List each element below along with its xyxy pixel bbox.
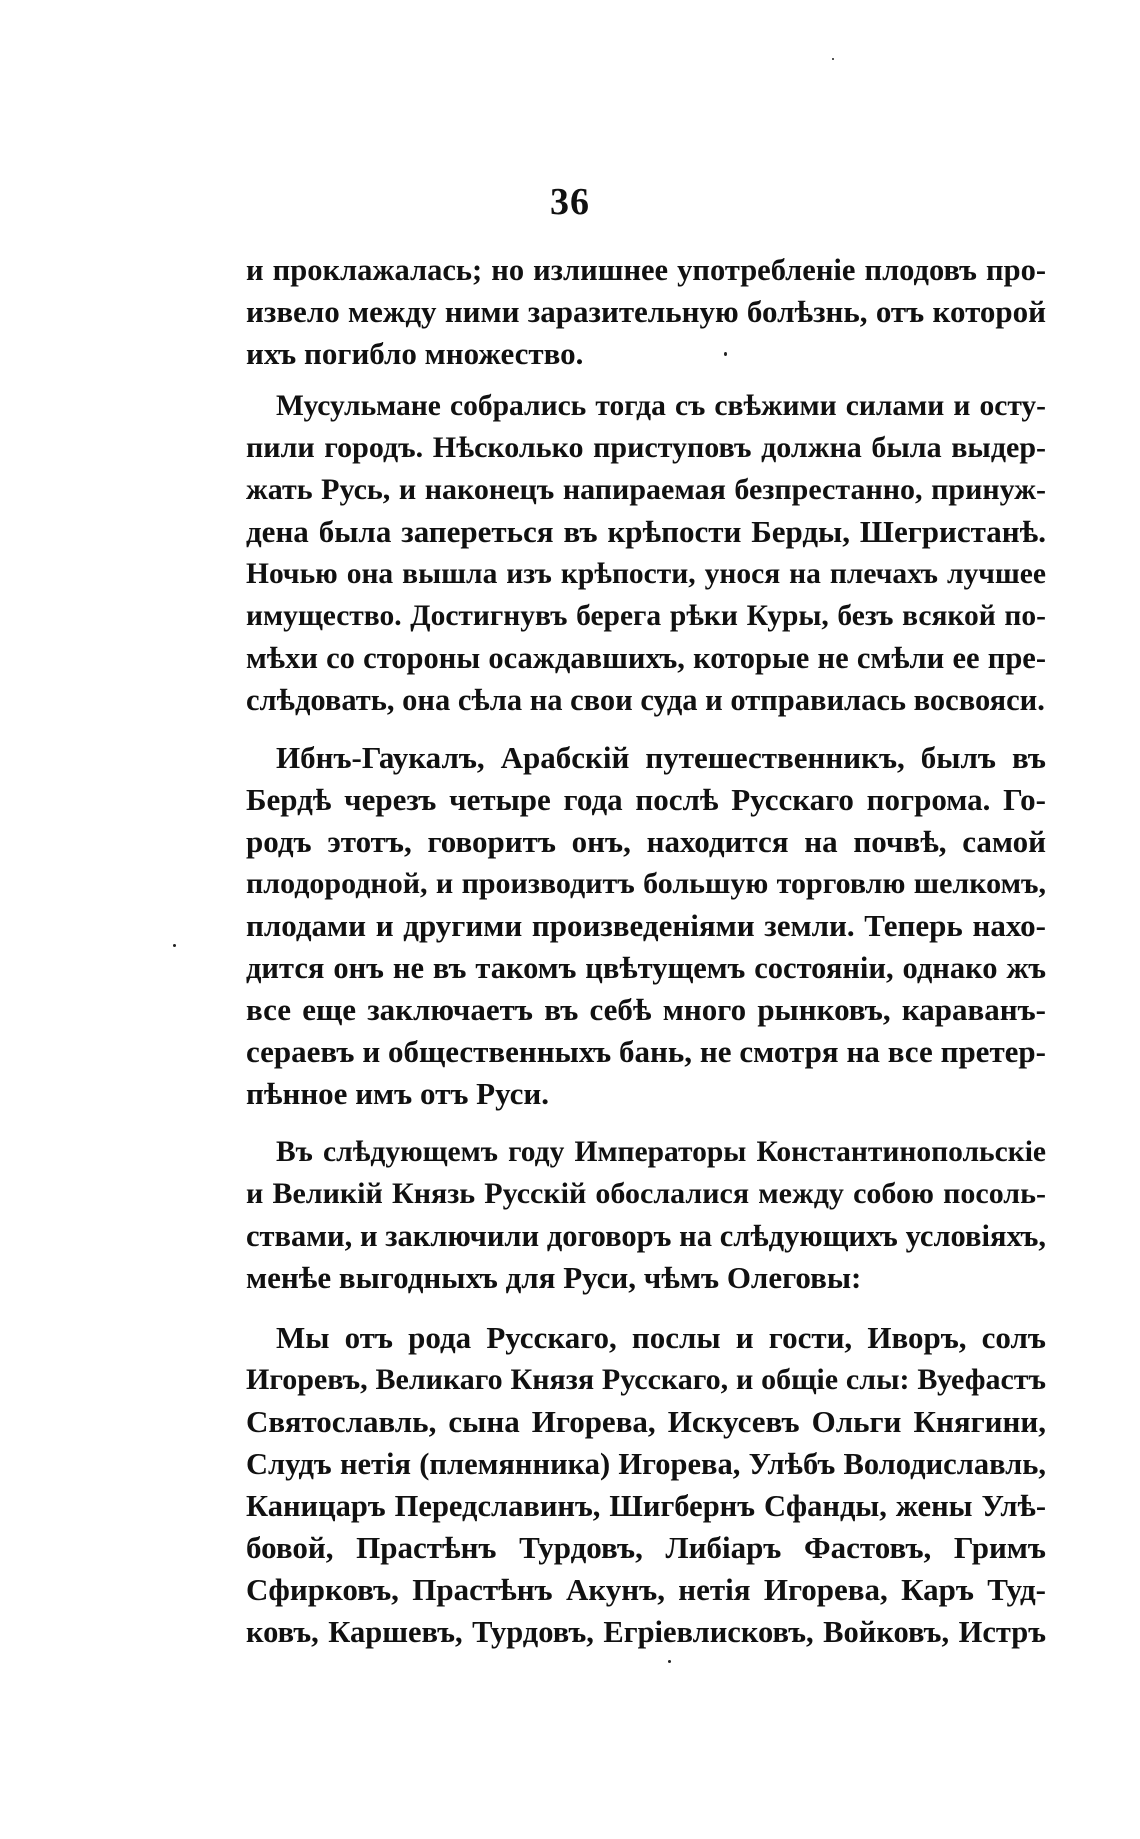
text-line: Слудъ нетія (племянника) Игорева, Улѣбъ Володиславль, (246, 1447, 1046, 1481)
text-line: Мы отъ рода Русскаго, послы и гости, Иворъ, солъ (276, 1320, 1046, 1355)
text-line: пѣнное имъ отъ Руси. (246, 1076, 549, 1111)
text-line: Ибнъ-Гаукалъ, Арабскій путешественникъ, былъ въ (276, 740, 1046, 775)
text-line: Игоревъ, Великаго Князя Русскаго, и общіе слы: Вуефастъ (246, 1363, 1046, 1396)
text-line: имущество. Достигнувъ берега рѣки Куры, безъ всякой по- (246, 600, 1046, 632)
text-line: сераевъ и общественныхъ бань, не смотря на все претер- (246, 1034, 1046, 1069)
text-line: и Великій Князь Русскій обослалися между собою посоль- (246, 1177, 1046, 1210)
text-line: Каницаръ Передславинъ, Шигбернъ Сфанды, жены Улѣ- (246, 1489, 1046, 1523)
scan-speck (832, 58, 834, 60)
text-line: Сфирковъ, Прастѣнъ Акунъ, нетія Игорева, Каръ Туд- (246, 1572, 1046, 1607)
text-line: слѣдовать, она сѣла на свои суда и отправилась восвояси. (246, 683, 1045, 717)
text-line: и проклажалась; но излишнее употребленіе плодовъ про- (246, 253, 1046, 287)
scan-speck (668, 1660, 671, 1663)
text-line: Ночью она вышла изъ крѣпости, унося на плечахъ лучшее (246, 558, 1046, 590)
text-line: ствами, и заключили договоръ на слѣдующихъ условіяхъ, (246, 1219, 1046, 1253)
text-line: бовой, Прастѣнъ Турдовъ, Либіаръ Фастовъ, Гримъ (246, 1530, 1046, 1565)
text-line: мѣхи со стороны осаждавшихъ, которые не смѣли ее пре- (246, 641, 1046, 675)
text-line: все еще заключаетъ въ себѣ много рынковъ, караванъ- (246, 992, 1046, 1027)
text-line: пили городъ. Нѣсколько приступовъ должна была выдер- (246, 431, 1046, 464)
text-line: Мусульмане собрались тогда съ свѣжими силами и осту- (276, 390, 1046, 422)
text-line: плодами и другими произведеніями земли. Теперь нахо- (246, 908, 1046, 943)
text-line: ихъ погибло множество. (246, 336, 584, 371)
scan-speck (724, 352, 727, 356)
text-line: Святославль, сына Игорева, Искусевъ Ольги Княгини, (246, 1404, 1046, 1439)
page-number: 36 (550, 181, 590, 223)
text-line: плодородной, и производитъ большую торговлю шелкомъ, (246, 867, 1046, 900)
scan-speck (173, 944, 176, 947)
text-line: дена была запереться въ крѣпости Берды, Шегристанѣ. (246, 514, 1046, 549)
text-line: дится онъ не въ такомъ цвѣтущемъ состояніи, однако жъ (246, 951, 1046, 985)
text-line: Бердѣ черезъ четыре года послѣ Русскаго погрома. Го- (246, 782, 1046, 817)
text-line: родъ этотъ, говоритъ онъ, находится на почвѣ, самой (246, 824, 1046, 859)
text-line: Въ слѣдующемъ году Императоры Константинопольскіе (276, 1136, 1046, 1168)
text-line: жать Русь, и наконецъ напираемая безпрестанно, принуж- (246, 473, 1046, 506)
text-line: извело между ними заразительную болѣзнь, отъ которой (246, 294, 1046, 329)
text-line: менѣе выгодныхъ для Руси, чѣмъ Олеговы: (246, 1260, 862, 1295)
text-line: ковъ, Каршевъ, Турдовъ, Егріевлисковъ, Войковъ, Истръ (246, 1615, 1046, 1649)
